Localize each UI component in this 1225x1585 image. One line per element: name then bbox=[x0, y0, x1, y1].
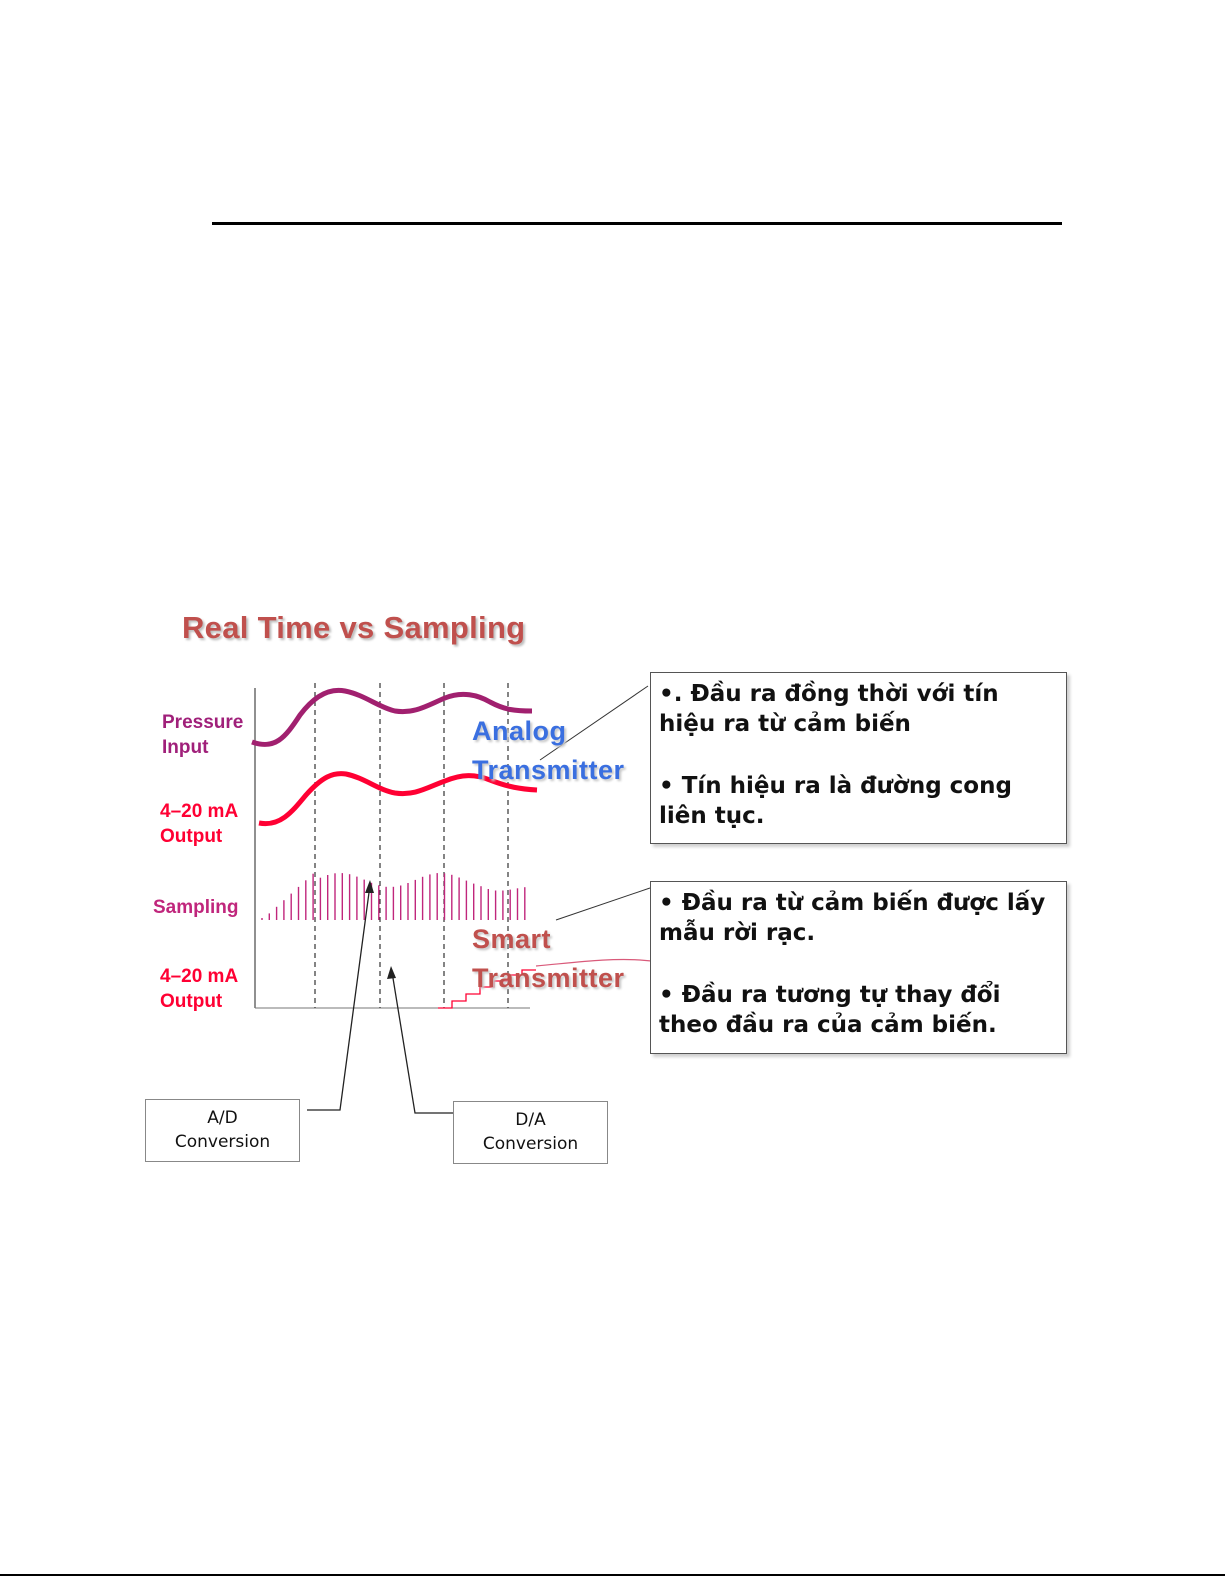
analog-description-box bbox=[650, 672, 1067, 844]
ad-line2: Conversion bbox=[174, 1132, 271, 1152]
ad-conversion-box bbox=[145, 1099, 300, 1162]
analog-label-line1: Analog bbox=[472, 716, 567, 746]
smart-label-line2: Transmitter bbox=[472, 963, 625, 993]
pressure-label-line1: Pressure bbox=[162, 712, 244, 733]
analog-box-line2: hiệu ra từ cảm biến bbox=[659, 711, 911, 737]
diagram-title: Real Time vs Sampling bbox=[182, 610, 526, 645]
da-arrow-head bbox=[387, 966, 396, 979]
smart-label-line1: Smart bbox=[472, 924, 552, 954]
analog-box-line3: • Tín hiệu ra là đường cong bbox=[659, 773, 1012, 799]
sampling-label: Sampling bbox=[153, 897, 239, 918]
analog-box-line4: liên tục. bbox=[659, 803, 765, 829]
analog-output-line2: Output bbox=[160, 826, 223, 847]
smart-box-line2: mẫu rời rạc. bbox=[659, 920, 816, 946]
smart-transmitter-label bbox=[472, 920, 625, 998]
analog-output-line1: 4–20 mA bbox=[160, 801, 239, 822]
smart-box-line4: theo đầu ra của cảm biến. bbox=[659, 1012, 997, 1038]
da-line2: Conversion bbox=[482, 1134, 579, 1154]
smart-output-line1: 4–20 mA bbox=[160, 966, 239, 987]
smart-pointer-line bbox=[556, 888, 650, 920]
analog-label-line2: Transmitter bbox=[472, 755, 625, 785]
da-conversion-box bbox=[453, 1101, 608, 1164]
smart-box-line3: • Đầu ra tương tự thay đổi bbox=[659, 982, 1001, 1008]
ad-arrow-head bbox=[365, 880, 374, 893]
pressure-label-line2: Input bbox=[162, 737, 209, 758]
smart-output-line2: Output bbox=[160, 991, 223, 1012]
bottom-rule bbox=[0, 1574, 1225, 1576]
ad-line1: A/D bbox=[207, 1108, 238, 1128]
da-line1: D/A bbox=[515, 1110, 546, 1130]
sampling-ticks bbox=[262, 873, 525, 920]
ad-arrow-line bbox=[307, 885, 370, 1110]
analog-transmitter-label bbox=[472, 712, 625, 790]
analog-box-line1: •. Đầu ra đồng thời với tín bbox=[659, 681, 999, 707]
smart-box-line1: • Đầu ra từ cảm biến được lấy bbox=[659, 890, 1046, 916]
smart-description-box bbox=[650, 881, 1067, 1054]
